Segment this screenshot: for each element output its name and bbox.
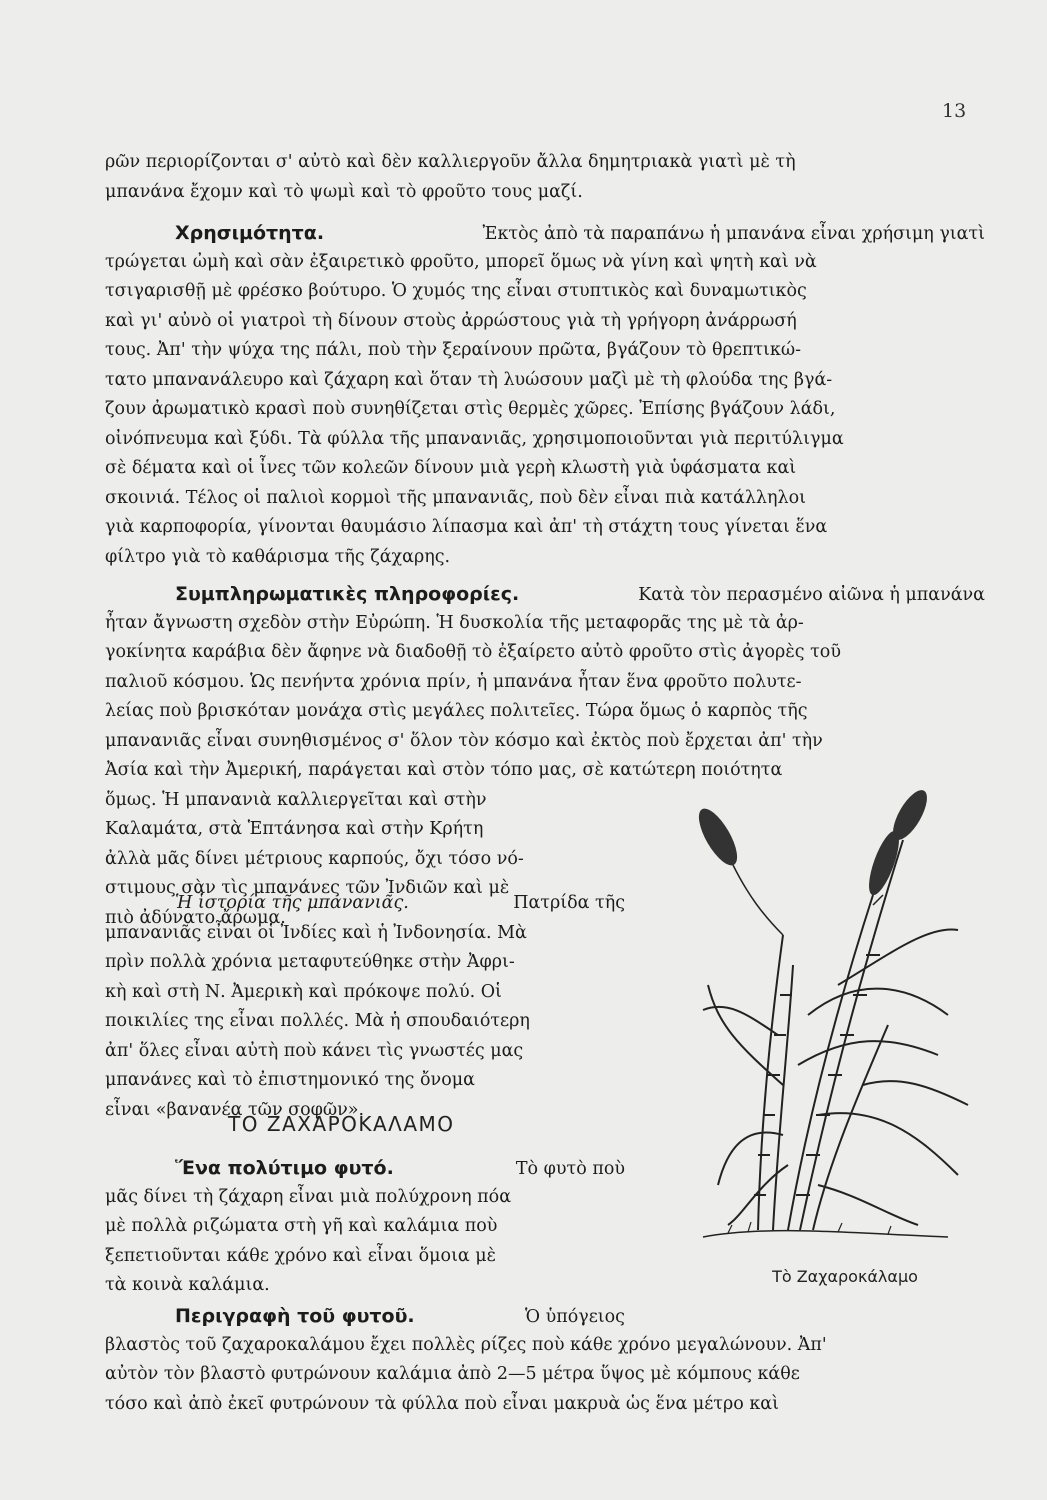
page-number: 13 [942, 100, 967, 122]
text-line: στιμους σὰν τὶς μπανάνες τῶν Ἰνδιῶν καὶ μὲ [105, 878, 510, 898]
text-line: ἀπ' ὅλες εἶναι αὐτὴ ποὺ κάνει τὶς γνωστές μας [105, 1040, 524, 1061]
text-line: πιὸ ἀδύνατο ἄρωμα. [105, 907, 286, 928]
text-line: τὰ κοινὰ καλάμια. [105, 1275, 270, 1295]
text-line: λείας ποὺ βρισκόταν μονάχα στὶς μεγάλες πολιτεῖες. Τώρα ὅμως ὁ καρπὸς τῆς [105, 701, 808, 721]
text-line: τους. Ἀπ' τὴν ψύχα της πάλι, ποὺ τὴν ξεραίνουν πρῶτα, βγάζουν τὸ θρεπτικώ- [105, 340, 802, 360]
text-line: αὐτὸν τὸν βλαστὸ φυτρώνουν καλάμια ἀπὸ 2—5 μέτρα ὕψος μὲ κόμπους κάθε [105, 1364, 800, 1384]
heading-additional-info: Συμπληρωματικὲς πληροφορίες. [175, 583, 520, 605]
text-line: Ἐκτὸς ἀπὸ τὰ παραπάνω ἡ μπανάνα εἶναι χρήσιμη γιατὶ [482, 224, 985, 244]
text-line: Καλαμάτα, στὰ Ἑπτάνησα καὶ στὴν Κρήτη [105, 819, 484, 839]
text-line: σκοινιά. Τέλος οἱ παλιοὶ κορμοὶ τῆς μπανανιᾶς, ποὺ δὲν εἶναι πιὰ κατάλληλοι [105, 487, 806, 508]
text-line: μπανανιᾶς εἶναι συνηθισμένος σ' ὅλον τὸν κόσμο καὶ ἐκτὸς ποὺ ἔρχεται ἀπ' τὴν [105, 730, 823, 751]
text-line: Τὸ φυτὸ ποὺ [515, 1159, 625, 1179]
text-line: Κατὰ τὸν περασμένο αἰῶνα ἡ μπανάνα [638, 585, 985, 605]
paragraph-history [105, 893, 625, 1129]
text-line: πρὶν πολλὰ χρόνια μεταφυτεύθηκε στὴν Ἀφρι- [105, 952, 515, 972]
text-line: μπανανιᾶς εἶναι οἱ Ἰνδίες καὶ ἡ Ἰνδονησία. Μὰ [105, 922, 527, 943]
text-line: γοκίνητα καράβια δὲν ἄφηνε νὰ διαδοθῇ τὸ ἐξαίρετο αὐτὸ φροῦτο στὶς ἀγορὲς τοῦ [105, 642, 841, 662]
text-line: τσιγαρισθῇ μὲ φρέσκο βούτυρο. Ὁ χυμός της εἶναι στυπτικὸς καὶ δυναμωτικὸς [105, 281, 807, 301]
text-line: Πατρίδα τῆς [513, 893, 625, 913]
text-line: οἰνόπνευμα καὶ ξύδι. Τὰ φύλλα τῆς μπανανιᾶς, χρησιμοποιοῦνται γιὰ περιτύλιγμα [105, 428, 844, 449]
section-title: ΤΟ ΖΑΧΑΡΟΚΑΛΑΜΟ [228, 1112, 455, 1136]
text-line: γιὰ καρποφορία, γίνονται θαυμάσιο λίπασμα καὶ ἀπ' τὴ στάχτη τους γίνεται ἕνα [105, 517, 828, 537]
text-line: τόσο καὶ ἀπὸ ἐκεῖ φυτρώνουν τὰ φύλλα ποὺ εἶναι μακρυὰ ὡς ἕνα μέτρο καὶ [105, 1393, 779, 1414]
text-line: ξεπετιοῦνται κάθε χρόνο καὶ εἶναι ὅμοια μὲ [105, 1245, 497, 1266]
heading-history: Ἡ ἱστορία τῆς μπανανιᾶς. [175, 893, 409, 913]
text-line: ρῶν περιορίζονται σ' αὐτὸ καὶ δὲν καλλιεργοῦν ἄλλα δημητριακὰ γιατὶ μὲ τὴ [105, 152, 796, 172]
text-line: σὲ δέματα καὶ οἱ ἶνες τῶν κολεῶν δίνουν μιὰ γερὴ κλωστὴ γιὰ ὑφάσματα καὶ [105, 458, 797, 478]
text-line: μπανάνα ἔχομν καὶ τὸ ψωμὶ καὶ τὸ φροῦτο τους μαζί. [105, 181, 583, 202]
sugarcane-icon [688, 785, 988, 1255]
figure-caption: Τὸ Ζαχαροκάλαμο [772, 1267, 918, 1286]
text-line: τρώγεται ὠμὴ καὶ σὰν ἐξαιρετικὸ φροῦτο, μπορεῖ ὅμως νὰ γίνη καὶ ψητὴ καὶ νὰ [105, 251, 817, 272]
heading-plant-description: Περιγραφὴ τοῦ φυτοῦ. [175, 1305, 415, 1327]
text-line: ζουν ἀρωματικὸ κρασὶ ποὺ συνηθίζεται στὶς θερμὲς χῶρες. Ἐπίσης βγάζουν λάδι, [105, 399, 836, 419]
text-line: μᾶς δίνει τὴ ζάχαρη εἶναι μιὰ πολύχρονη πόα [105, 1186, 512, 1207]
sugarcane-illustration [688, 785, 988, 1255]
text-line: τατο μπανανάλευρο καὶ ζάχαρη καὶ ὅταν τὴ λυώσουν μαζὶ μὲ τὴ φλούδα της βγά- [105, 369, 833, 390]
text-line: μπανάνες καὶ τὸ ἐπιστημονικό της ὄνομα [105, 1070, 475, 1090]
heading-usefulness: Χρησιμότητα. [175, 222, 325, 244]
paragraph-continuation [105, 152, 985, 211]
text-line: ποικιλίες της εἶναι πολλές. Μὰ ἡ σπουδαιότερη [105, 1011, 530, 1031]
text-line: ὅμως. Ἡ μπανανιὰ καλλιεργεῖται καὶ στὴν [105, 789, 487, 810]
text-line: παλιοῦ κόσμου. Ὡς πενήντα χρόνια πρίν, ἡ μπανάνα ἦταν ἕνα φροῦτο πολυτε- [105, 671, 802, 692]
text-line: καὶ γι' αὐνὸ οἱ γιατροὶ τὴ δίνουν στοὺς ἀρρώστους γιὰ τὴ γρήγορη ἀνάρρωσή [105, 310, 797, 331]
text-line: κὴ καὶ στὴ Ν. Ἀμερικὴ καὶ πρόκοψε πολύ. Οἱ [105, 981, 502, 1002]
text-line: μὲ πολλὰ ριζώματα στὴ γῆ καὶ καλάμια ποὺ [105, 1216, 498, 1236]
text-line: ἦταν ἄγνωστη σχεδὸν στὴν Εὐρώπη. Ἡ δυσκολία τῆς μεταφορᾶς της μὲ τὰ ἀρ- [105, 612, 804, 633]
text-line: εἶναι «βανανέα τῶν σοφῶν». [105, 1099, 365, 1120]
paragraph-valuable-plant [105, 1157, 625, 1305]
text-line: Ὁ ὑπόγειος [524, 1307, 625, 1327]
text-line: ἀλλὰ μᾶς δίνει μέτριους καρπούς, ὄχι τόσο νό- [105, 848, 524, 869]
text-line: φίλτρο γιὰ τὸ καθάρισμα τῆς ζάχαρης. [105, 546, 451, 567]
text-line: Ἀσία καὶ τὴν Ἀμερική, παράγεται καὶ στὸν τόπο μας, σὲ κατώτερη ποιότητα [105, 760, 783, 780]
paragraph-usefulness [105, 222, 985, 576]
heading-valuable-plant: Ἕνα πολύτιμο φυτό. [175, 1157, 394, 1179]
paragraph-plant-description [105, 1305, 985, 1423]
text-line: βλαστὸς τοῦ ζαχαροκαλάμου ἔχει πολλὲς ρίζες ποὺ κάθε χρόνο μεγαλώνουν. Ἀπ' [105, 1334, 827, 1355]
